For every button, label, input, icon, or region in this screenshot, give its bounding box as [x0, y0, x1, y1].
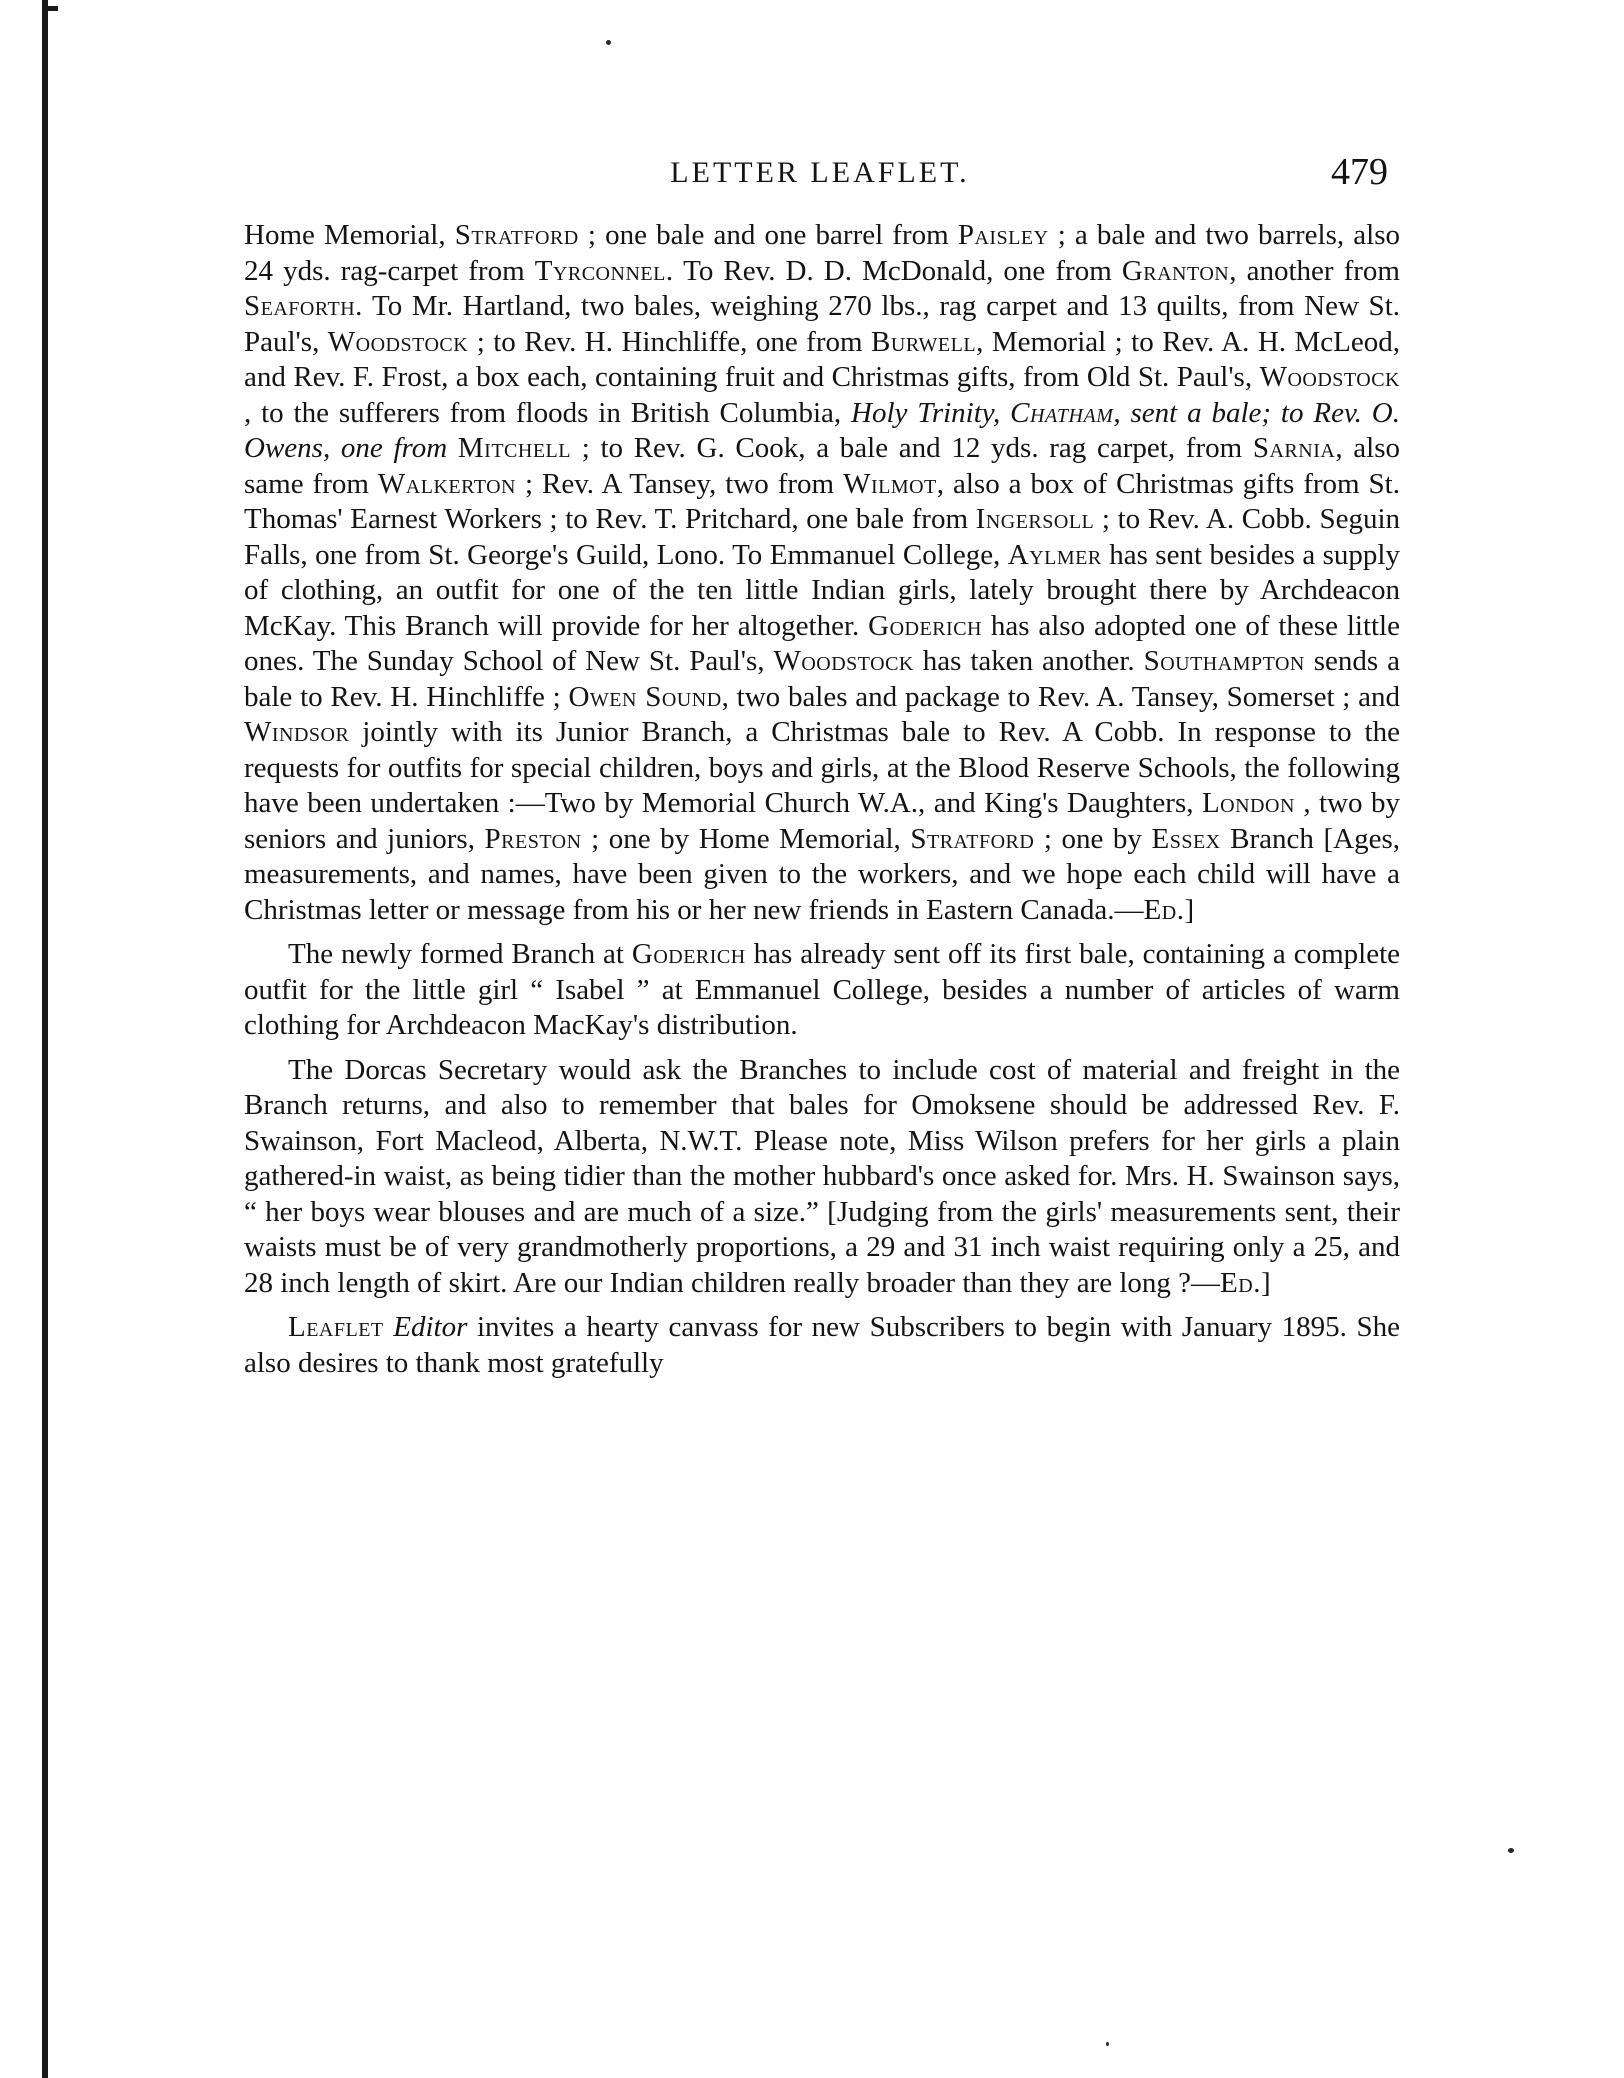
scan-page-edge [42, 0, 48, 2078]
text-run: Aylmer [1007, 538, 1102, 571]
paragraph-1 [244, 218, 1400, 928]
text-run: Leaflet [288, 1311, 384, 1343]
text-run: , two bales and package to Rev. A. Tansey, Somerset ; and [721, 680, 1400, 713]
running-title: LETTER LEAFLET. [670, 156, 970, 189]
text-run: Goderich [631, 938, 746, 970]
paragraph-4 [244, 1310, 1400, 1381]
text-run: Granton [1121, 254, 1230, 287]
text-run: Chatham [1010, 396, 1114, 429]
text-run [447, 432, 458, 464]
text-run: Woodstock [327, 325, 469, 358]
text-run: ; to Rev. A. Cobb. Seguin Falls, one from St. George's Guild, Lono. To Emmanuel College, [244, 503, 1400, 571]
text-run: Wilmot [843, 467, 937, 500]
text-run: Ed. [1143, 893, 1185, 926]
text-run: Home Memorial, [244, 219, 455, 251]
text-run: Goderich [868, 609, 982, 642]
text-run: ; one by [1034, 822, 1152, 855]
text-run: invites a hearty canvass for new Subscribers to begin with January 1895. She also desires to thank most gratefully [244, 1311, 1400, 1379]
text-run: , to the sufferers from floods in British Columbia, [244, 396, 852, 429]
text-run: has sent besides a supply of clothing, an outfit for one of the ten little Indian girls, lately brought there by Archdeacon McKay. This Branch will provide for her altogether. [244, 538, 1400, 642]
text-run: ] [1260, 1266, 1271, 1299]
text-run: Windsor [244, 716, 350, 748]
text-run: ; to Rev. H. Hinchliffe, one from [468, 325, 872, 358]
text-run: Southampton [1143, 645, 1305, 677]
text-run: To Rev. D. D. McDonald, one from [673, 254, 1122, 287]
article-body [244, 218, 1400, 1381]
scan-page-edge-corner [42, 6, 58, 11]
text-run: ] [1184, 893, 1195, 926]
text-run: Woodstock [773, 645, 914, 677]
text-run: Burwell [871, 325, 977, 358]
text-run: , sent a bale; to Rev. O. Owens, one from [244, 396, 1400, 464]
text-run: Branch [Ages, measurements, and names, have been given to the workers, and we hope each child will have a Christmas letter or message from his or her new friends in Eastern Canada.— [244, 822, 1400, 926]
text-run: ; a bale and two barrels, also 24 yds. rag-carpet from [244, 219, 1400, 287]
text-run: sends a bale to Rev. H. Hinchliffe ; [244, 645, 1400, 713]
text-run: ; one by Home Memorial, [581, 822, 911, 855]
text-run: , also a box of Christmas gifts from St. Thomas' Earnest Workers ; to Rev. T. Pritchard, one bale from [244, 467, 1400, 535]
text-run: Stratford [454, 219, 579, 251]
text-run: Seaforth. [244, 290, 363, 322]
text-run: , also same from [244, 432, 1400, 500]
text-run: ; Rev. A Tansey, two from [515, 467, 844, 500]
text-run: Preston [484, 822, 582, 855]
text-run [384, 1311, 394, 1343]
text-run: Owen Sound [568, 680, 722, 713]
scan-speck [1508, 1848, 1514, 1853]
text-run: Tyrconnel. [534, 254, 674, 287]
text-run: London [1201, 787, 1295, 819]
text-run: Woodstock [1259, 361, 1400, 393]
text-run: Holy Trinity, [851, 396, 1011, 429]
text-run: To Mr. Hartland, two bales, weighing 270 lbs., rag carpet and 13 quilts, from New St. Paul's, [244, 290, 1400, 358]
text-run: has taken another. [913, 645, 1144, 677]
text-run: has also adopted one of these little ones. The Sunday School of New St. Paul's, [244, 609, 1400, 677]
scan-speck [606, 40, 611, 45]
text-run: Mitchell [457, 432, 571, 464]
text-run: ; one bale and one barrel from [578, 219, 958, 251]
text-run: Sarnia [1252, 432, 1336, 464]
text-run: Paisley [957, 219, 1049, 251]
paragraph-3 [244, 1053, 1400, 1302]
text-run: ; to Rev. G. Cook, a bale and 12 yds. rag carpet, from [571, 432, 1253, 464]
text-run: Stratford [910, 822, 1035, 855]
text-run: Walkerton [377, 467, 516, 500]
text-run: has already sent off its first bale, containing a complete outfit for the little girl “ Isabel ” at Emmanuel College, besides a number of articles of warm clothing for Archdeacon MacKay's distribution. [244, 938, 1400, 1041]
text-run: Editor [393, 1311, 468, 1343]
text-run: jointly with its Junior Branch, a Christmas bale to Rev. A Cobb. In response to the requests for outfits for special children, boys and girls, at the Blood Reserve Schools, the following have been undertaken :—Two by Memorial Church W.A., and King's Daughters, [244, 716, 1400, 819]
text-run: , Memorial ; to Rev. A. H. McLeod, and Rev. F. Frost, a box each, containing fruit and Christmas gifts, from Old St. Paul's, [244, 325, 1400, 393]
text-run: The newly formed Branch at [288, 938, 632, 970]
text-run: The Dorcas Secretary would ask the Branches to include cost of material and freight in the Branch returns, and also to remember that bales for Omoksene should be addressed Rev. F. Swainson, Fort Macleod, Alberta, N.W.T. Please note, Miss Wilson prefers for her girls a plain gathered-in waist, as being tidier than the mother hubbard's once asked for. Mrs. H. Swainson says, “ her boys wear blouses and are much of a size.” [Judging from the girls' measurements sent, their waists must be of very grandmotherly proportions, a 29 and 31 inch waist requiring only a 25, and 28 inch length of skirt. Are our Indian children really broader than they are long ?— [244, 1053, 1400, 1299]
paragraph-2 [244, 937, 1400, 1044]
text-run: Essex [1151, 822, 1221, 855]
page-header [240, 150, 1400, 200]
text-run: , another from [1229, 254, 1400, 287]
text-run: Ingersoll [975, 503, 1095, 535]
text-run: , two by seniors and juniors, [244, 787, 1401, 855]
scan-speck [1106, 2042, 1109, 2046]
text-run: Ed. [1220, 1266, 1261, 1299]
page-number: 479 [1331, 151, 1388, 193]
